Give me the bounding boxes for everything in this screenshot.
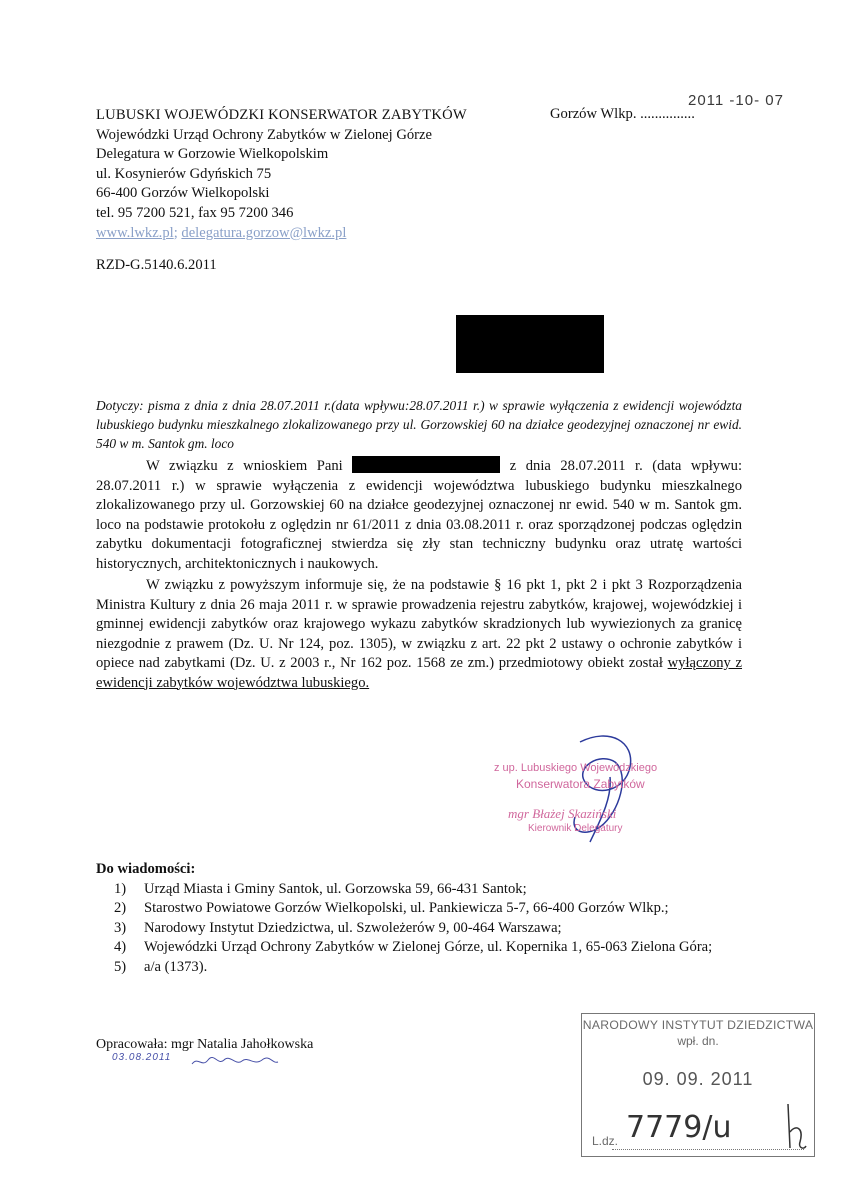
list-item	[114, 899, 756, 919]
letter-body	[96, 456, 742, 693]
ldz-label: L.dz.	[592, 1134, 619, 1148]
receipt-institution: NARODOWY INSTYTUT DZIEDZICTWA	[582, 1018, 814, 1032]
prepared-initials-scribble	[190, 1054, 280, 1070]
stamp-line-3: mgr Błażej Skaziński	[508, 806, 617, 821]
paragraph-2	[96, 576, 742, 693]
item-number: 1)	[114, 880, 127, 897]
list-item	[114, 938, 756, 958]
handwritten-date: 2011 -10- 07	[688, 92, 784, 109]
office-line-3: ul. Kosynierów Gdyńskich 75	[96, 165, 272, 182]
item-number: 4)	[114, 939, 127, 955]
item-text: a/a (1373).	[144, 958, 208, 975]
stamp-line-2: Konserwatora Zabytków	[516, 777, 645, 791]
letterhead	[96, 106, 467, 243]
receipt-initials-scribble	[782, 1102, 808, 1152]
distribution-title: Do wiadomości:	[96, 861, 196, 877]
distribution-list	[96, 860, 756, 977]
receipt-label: wpł. dn.	[677, 1034, 719, 1048]
paragraph-2-text: W związku z powyższym informuje się, że na podstawie § 16 pkt 1, pkt 2 i pkt 3 Rozporządzenia Ministra Kultury z dnia 26 maja 2011 r. w sprawie prowadzenia rejestru zabytków, krajowej, wojewódzkiej i gminnej ewidencji zabytków oraz krajowego wykazu zabytków skradzionych lub wywiezionych za granicę niezgodnie z prawem (Dz. U. Nr 124, poz. 1305), w związku z art. 22 pkt 2 ustawy o ochronie zabytków i opiece nad zabytkami (Dz. U. z 2003 r., Nr 162 poz. 1568 ze zm.) przedmiotowy obiekt został	[96, 577, 742, 671]
stamp-line-4: Kierownik Delegatury	[528, 823, 623, 834]
receipt-date: 09. 09. 2011	[642, 1069, 754, 1089]
paragraph-1-rest: z dnia 28.07.2011 r. (data wpływu: 28.07.2011 r.) w sprawie wyłączenia z ewidencji województwa lubuskiego budynku mieszkalnego zlokalizowanego przy ul. Gorzowskiej 60 na działce geodezyjnej oznaczonej nr ewid. 540 w m. Santok gm. loco na podstawie protokołu z oględzin nr 61/2011 z dnia 03.08.2011 r. oraz sporządzonej podczas oględzin zabytku dokumentacji fotograficznej stwierdza się zły stan techniczny budynku oraz utratę wartości historycznych, architektonicznych i naukowych.	[96, 458, 742, 572]
place-date: Gorzów Wlkp. ...............	[550, 106, 695, 122]
item-text: Starostwo Powiatowe Gorzów Wielkopolski, ul. Pankiewicza 5-7, 66-400 Gorzów Wlkp.;	[144, 900, 669, 916]
recipient-list	[96, 880, 756, 978]
item-number: 5)	[114, 958, 127, 975]
prepared-by: Opracowała: mgr Natalia Jahołkowska	[96, 1037, 314, 1052]
redacted-name	[352, 456, 500, 473]
item-text: Urząd Miasta i Gminy Santok, ul. Gorzowska 59, 66-431 Santok;	[144, 880, 527, 897]
decision-underlined: wyłączony z ewidencji zabytków województwa lubuskiego.	[96, 655, 743, 691]
item-number: 2)	[114, 900, 127, 916]
item-text: Wojewódzki Urząd Ochrony Zabytków w Zielonej Górze, ul. Kopernika 1, 65-063 Zielona Góra;	[144, 939, 713, 955]
office-line-4: 66-400 Gorzów Wielkopolski	[96, 185, 270, 202]
redacted-addressee	[456, 315, 604, 373]
office-title: LUBUSKI WOJEWÓDZKI KONSERWATOR ZABYTKÓW	[96, 107, 467, 123]
email-link[interactable]: delegatura.gorzow@lwkz.pl	[181, 224, 347, 241]
office-line-5: tel. 95 7200 521, fax 95 7200 346	[96, 204, 294, 221]
list-item	[114, 958, 756, 978]
item-text: Narodowy Instytut Dziedzictwa, ul. Szwoleżerów 9, 00-464 Warszawa;	[144, 919, 562, 936]
ldz-number: 7779/u	[626, 1110, 732, 1145]
subject-line: Dotyczy: pisma z dnia z dnia 28.07.2011 r.(data wpływu:28.07.2011 r.) w sprawie wyłączenia z ewidencji województa lubuskiego budynku mieszkalnego zlokalizowanego przy ul. Gorzowskiej 60 na działce geodezyjnej oznaczonej nr ewid. 540 w m. Santok gm. loco	[96, 398, 742, 451]
ldz-dotted-line	[612, 1149, 804, 1150]
prepared-handwritten-date: 03.08.2011	[112, 1052, 172, 1063]
official-stamp	[486, 762, 686, 842]
paragraph-1	[96, 456, 742, 574]
list-item	[114, 880, 756, 900]
list-item	[114, 919, 756, 939]
reference-number: RZD-G.5140.6.2011	[96, 257, 217, 273]
link-separator: ;	[173, 224, 182, 241]
stamp-line-1: z up. Lubuskiego Wojewódzkiego	[494, 762, 658, 774]
web-contacts	[96, 224, 467, 244]
paragraph-1-start: W związku z wnioskiem Pani	[146, 458, 343, 474]
office-line-2: Delegatura w Gorzowie Wielkopolskim	[96, 146, 329, 163]
office-line-1: Wojewódzki Urząd Ochrony Zabytków w Zielonej Górze	[96, 126, 432, 143]
website-link[interactable]: www.lwkz.pl	[96, 224, 174, 241]
receipt-stamp	[581, 1013, 815, 1157]
item-number: 3)	[114, 919, 127, 936]
